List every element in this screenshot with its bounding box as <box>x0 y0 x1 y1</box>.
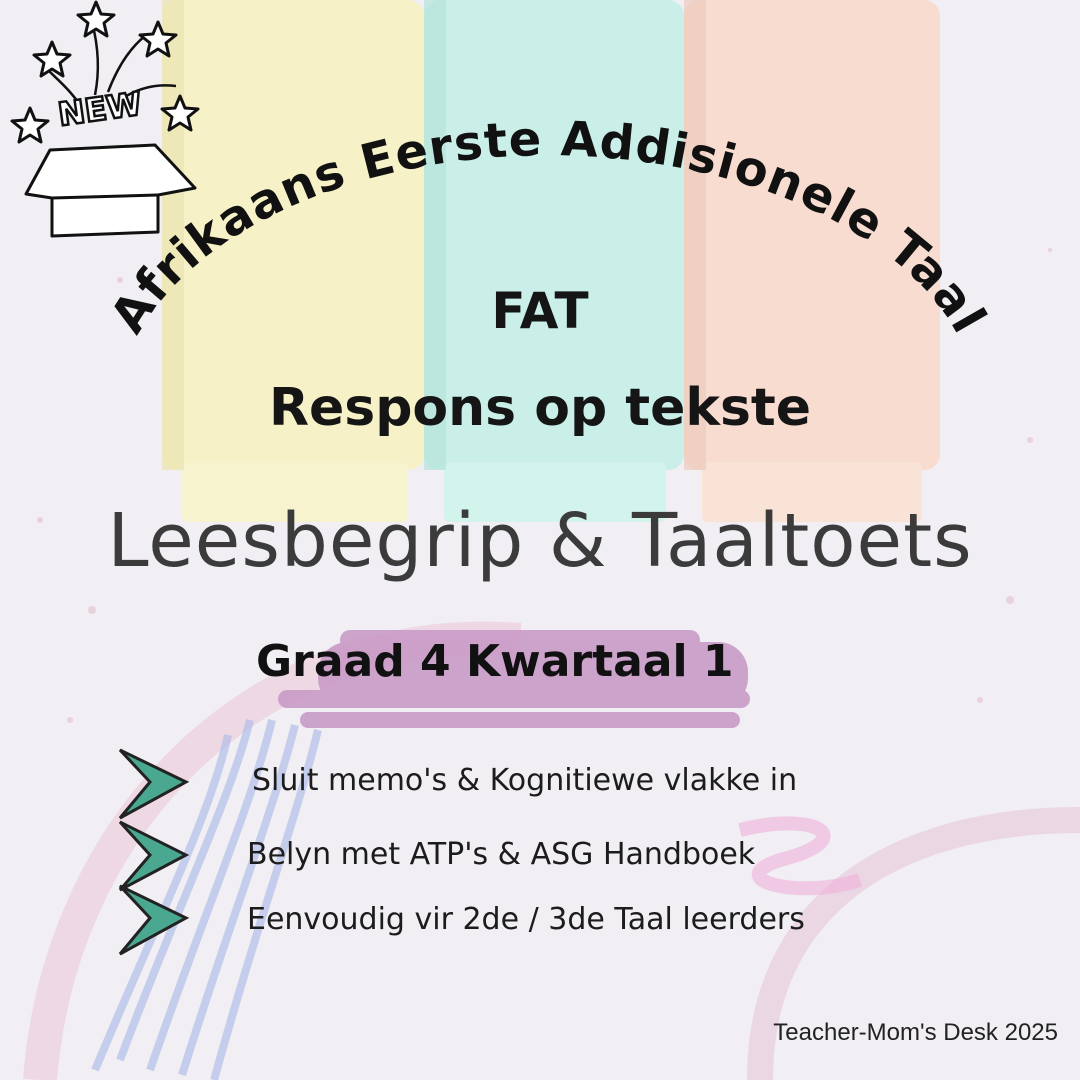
grade-label: Graad 4 Kwartaal 1 <box>256 636 734 687</box>
credit-text: Teacher-Mom's Desk 2025 <box>773 1019 1058 1046</box>
arched-title-text: Afrikaans Eerste Addisionele Taal <box>99 111 997 343</box>
new-label: NEW <box>55 84 145 134</box>
subtitle-respons: Respons op tekste <box>268 378 812 438</box>
bullet-text: Belyn met ATP's & ASG Handboek <box>247 837 756 872</box>
bullet-text: Sluit memo's & Kognitiewe vlakke in <box>252 763 798 798</box>
main-heading: Leesbegrip & Taaltoets <box>107 498 973 584</box>
subtitle-fat: FAT <box>491 282 589 340</box>
bullet-text: Eenvoudig vir 2de / 3de Taal leerders <box>247 902 805 937</box>
